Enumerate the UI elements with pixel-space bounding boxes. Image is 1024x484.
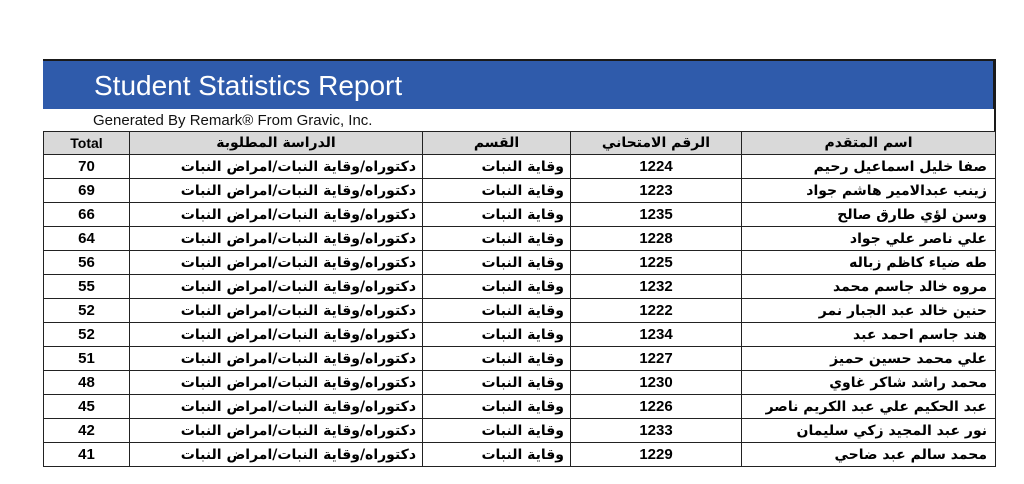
cell-department: وقاية النبات — [423, 371, 571, 395]
cell-department: وقاية النبات — [423, 323, 571, 347]
table-row — [44, 203, 996, 227]
cell-study: دكتوراه/وقاية النبات/امراض النبات — [130, 299, 423, 323]
cell-total: 52 — [44, 323, 130, 347]
cell-name: محمد راشد شاكر غاوي — [742, 371, 996, 395]
cell-total: 42 — [44, 419, 130, 443]
table-row — [44, 395, 996, 419]
cell-exam-number: 1232 — [571, 275, 742, 299]
table-row — [44, 347, 996, 371]
cell-total: 55 — [44, 275, 130, 299]
cell-exam-number: 1233 — [571, 419, 742, 443]
cell-study: دكتوراه/وقاية النبات/امراض النبات — [130, 227, 423, 251]
cell-exam-number: 1225 — [571, 251, 742, 275]
cell-department: وقاية النبات — [423, 299, 571, 323]
cell-department: وقاية النبات — [423, 443, 571, 467]
cell-department: وقاية النبات — [423, 395, 571, 419]
cell-exam-number: 1228 — [571, 227, 742, 251]
cell-total: 45 — [44, 395, 130, 419]
report-header — [43, 59, 996, 131]
table-row — [44, 443, 996, 467]
header-name: اسم المتقدم — [742, 132, 996, 155]
generated-by-text: Generated By Remark® From Gravic, Inc. — [93, 112, 373, 129]
header-department: القسم — [423, 132, 571, 155]
cell-total: 64 — [44, 227, 130, 251]
cell-study: دكتوراه/وقاية النبات/امراض النبات — [130, 347, 423, 371]
cell-total: 52 — [44, 299, 130, 323]
cell-total: 69 — [44, 179, 130, 203]
cell-exam-number: 1226 — [571, 395, 742, 419]
cell-exam-number: 1224 — [571, 155, 742, 179]
cell-name: طه ضياء كاظم زباله — [742, 251, 996, 275]
table-body — [44, 155, 996, 467]
cell-study: دكتوراه/وقاية النبات/امراض النبات — [130, 443, 423, 467]
cell-study: دكتوراه/وقاية النبات/امراض النبات — [130, 323, 423, 347]
cell-name: محمد سالم عبد ضاحي — [742, 443, 996, 467]
table-row — [44, 419, 996, 443]
cell-exam-number: 1234 — [571, 323, 742, 347]
report-title: Student Statistics Report — [94, 70, 403, 101]
cell-department: وقاية النبات — [423, 419, 571, 443]
table-row — [44, 299, 996, 323]
cell-exam-number: 1230 — [571, 371, 742, 395]
cell-name: علي محمد حسين حميز — [742, 347, 996, 371]
cell-study: دكتوراه/وقاية النبات/امراض النبات — [130, 371, 423, 395]
cell-exam-number: 1223 — [571, 179, 742, 203]
table-row — [44, 227, 996, 251]
cell-study: دكتوراه/وقاية النبات/امراض النبات — [130, 179, 423, 203]
cell-study: دكتوراه/وقاية النبات/امراض النبات — [130, 203, 423, 227]
cell-name: حنين خالد عبد الجبار نمر — [742, 299, 996, 323]
header-exam-number: الرقم الامتحاني — [571, 132, 742, 155]
cell-department: وقاية النبات — [423, 227, 571, 251]
cell-department: وقاية النبات — [423, 155, 571, 179]
cell-study: دكتوراه/وقاية النبات/امراض النبات — [130, 155, 423, 179]
table-row — [44, 155, 996, 179]
cell-name: وسن لؤي طارق صالح — [742, 203, 996, 227]
table-header-row — [44, 132, 996, 155]
table-row — [44, 323, 996, 347]
cell-name: زينب عبدالامير هاشم جواد — [742, 179, 996, 203]
statistics-table — [43, 131, 996, 467]
cell-department: وقاية النبات — [423, 251, 571, 275]
cell-name: علي ناصر علي جواد — [742, 227, 996, 251]
cell-exam-number: 1229 — [571, 443, 742, 467]
cell-exam-number: 1235 — [571, 203, 742, 227]
cell-name: هند جاسم احمد عبد — [742, 323, 996, 347]
cell-total: 70 — [44, 155, 130, 179]
header-total: Total — [44, 132, 130, 155]
generated-bar — [43, 109, 996, 131]
cell-name: صفا خليل اسماعيل رحيم — [742, 155, 996, 179]
table-row — [44, 251, 996, 275]
cell-exam-number: 1227 — [571, 347, 742, 371]
cell-name: نور عبد المجيد زكي سليمان — [742, 419, 996, 443]
cell-study: دكتوراه/وقاية النبات/امراض النبات — [130, 419, 423, 443]
cell-department: وقاية النبات — [423, 203, 571, 227]
cell-study: دكتوراه/وقاية النبات/امراض النبات — [130, 275, 423, 299]
title-banner — [43, 59, 996, 109]
cell-department: وقاية النبات — [423, 179, 571, 203]
cell-total: 41 — [44, 443, 130, 467]
cell-study: دكتوراه/وقاية النبات/امراض النبات — [130, 395, 423, 419]
cell-department: وقاية النبات — [423, 347, 571, 371]
cell-total: 56 — [44, 251, 130, 275]
cell-study: دكتوراه/وقاية النبات/امراض النبات — [130, 251, 423, 275]
cell-total: 51 — [44, 347, 130, 371]
cell-total: 66 — [44, 203, 130, 227]
cell-name: مروه خالد جاسم محمد — [742, 275, 996, 299]
cell-department: وقاية النبات — [423, 275, 571, 299]
table-row — [44, 179, 996, 203]
header-study: الدراسة المطلوبة — [130, 132, 423, 155]
cell-name: عبد الحكيم علي عبد الكريم ناصر — [742, 395, 996, 419]
table-row — [44, 371, 996, 395]
cell-exam-number: 1222 — [571, 299, 742, 323]
cell-total: 48 — [44, 371, 130, 395]
table-row — [44, 275, 996, 299]
